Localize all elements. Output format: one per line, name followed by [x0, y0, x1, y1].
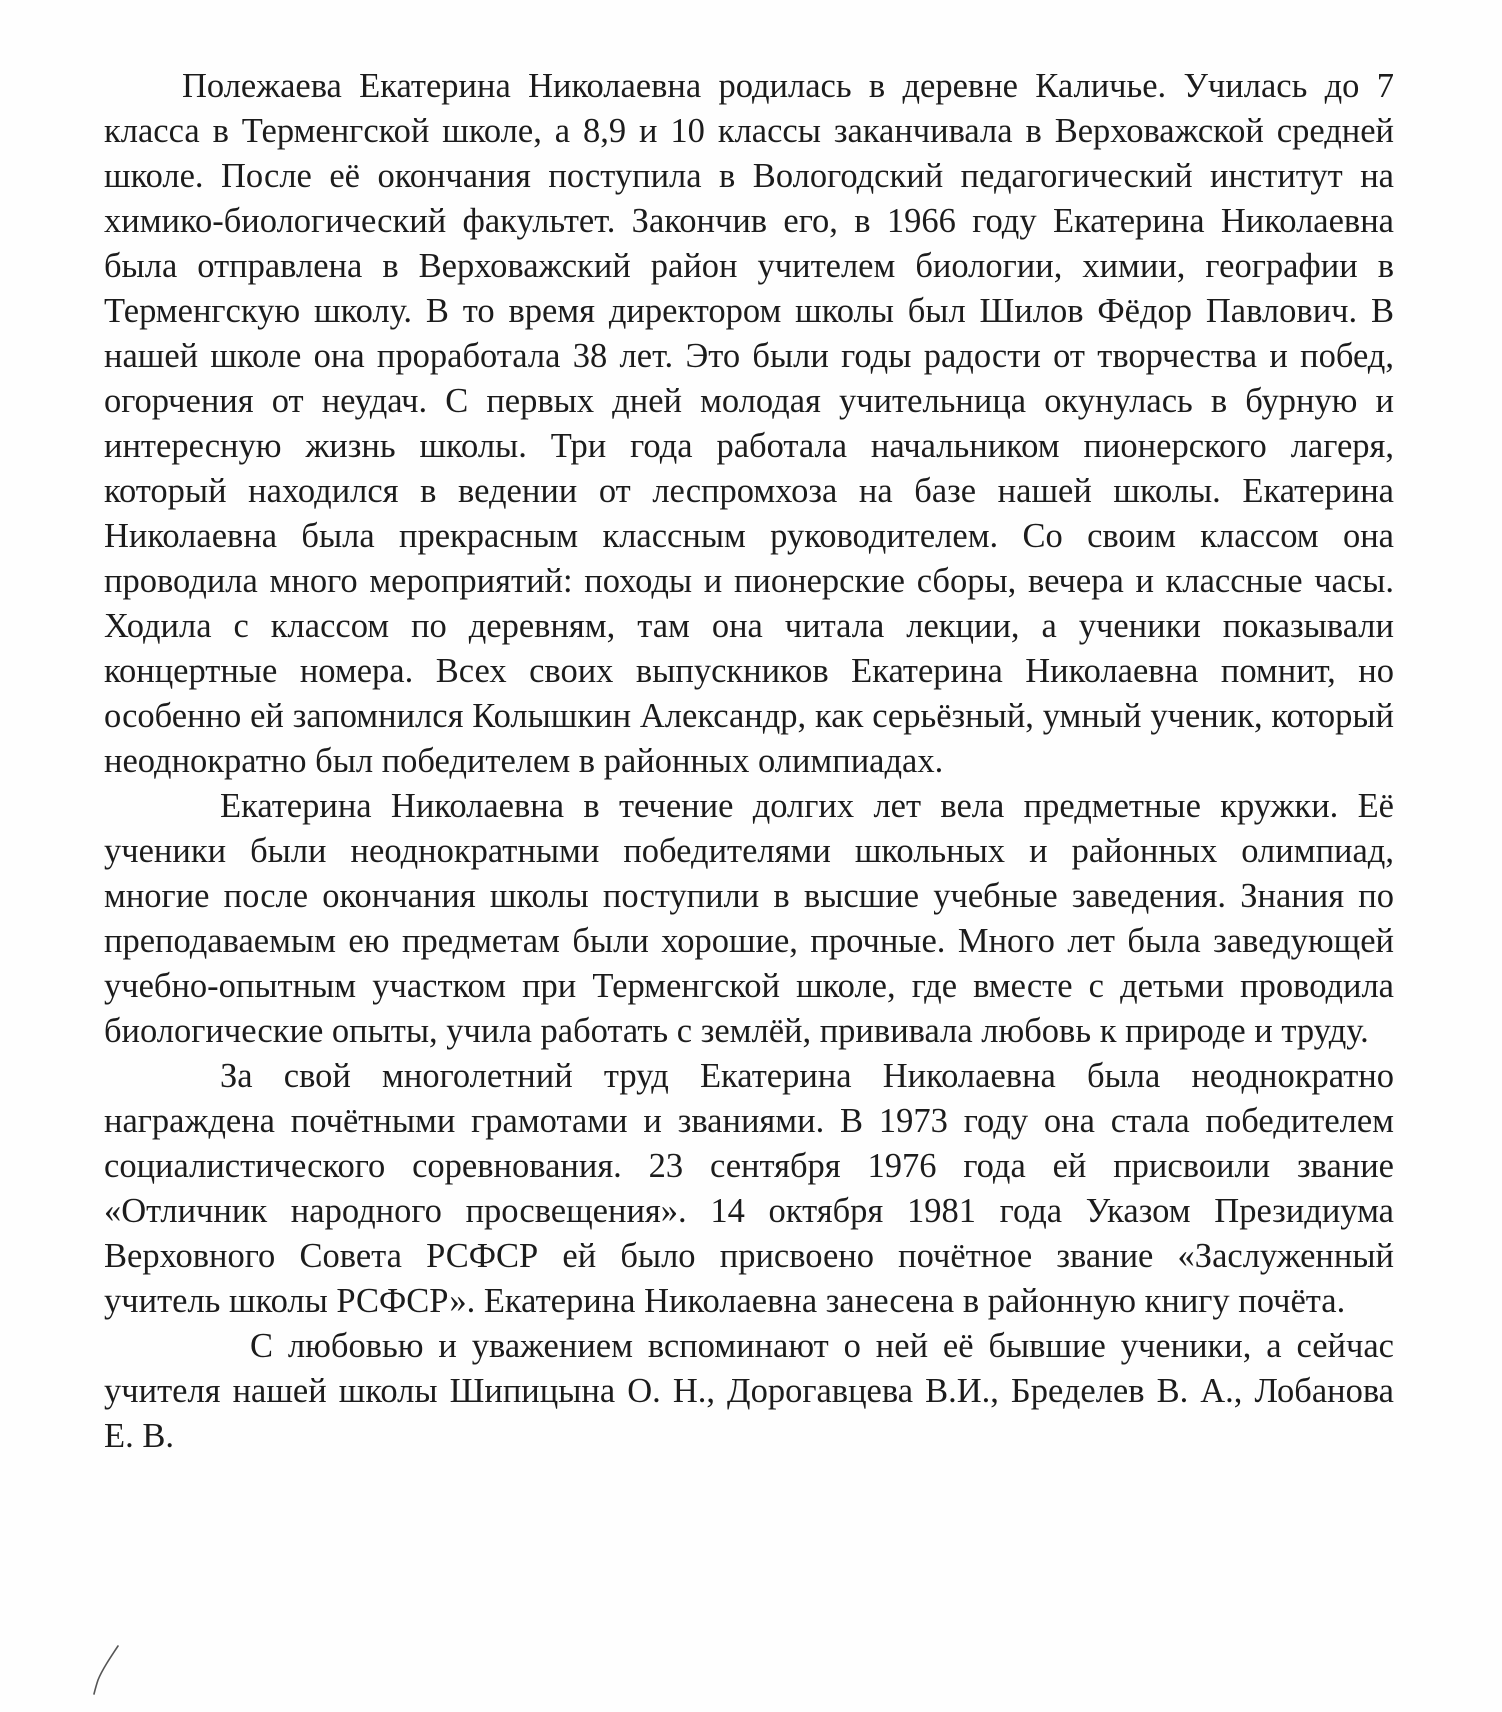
- paragraph-biography: Полежаева Екатерина Николаевна родилась в деревне Каличье. Училась до 7 класса в Терменгской школе, а 8,9 и 10 классы заканчивала в Верховажской средней школе. После её окончания поступила в Вологодский педагогический институт на химико-биологический факультет. Закончив его, в 1966 году Екатерина Николаевна была отправлена в Верховажский район учителем биологии, химии, географии в Терменгскую школу. В то время директором школы был Шилов Фёдор Павлович. В нашей школе она проработала 38 лет. Это были годы радости от творчества и побед, огорчения от неудач. С первых дней молодая учительница окунулась в бурную и интересную жизнь школы. Три года работала начальником пионерского лагеря, который находился в ведении от леспромхоза на базе нашей школы. Екатерина Николаевна была прекрасным классным руководителем. Со своим классом она проводила много мероприятий: походы и пионерские сборы, вечера и классные часы. Ходила с классом по деревням, там она читала лекции, а ученики показывали концертные номера. Всех своих выпускников Екатерина Николаевна помнит, но особенно ей запомнился Колышкин Александр, как серьёзный, умный ученик, который неоднократно был победителем в районных олимпиадах.: [104, 67, 1394, 780]
- document-body: [104, 64, 1394, 1459]
- paragraph-memories: С любовью и уважением вспоминают о ней её бывшие ученики, а сейчас учителя нашей школы Шипицына О. Н., Дорогавцева В.И., Бределев В. А., Лобанова Е. В.: [104, 1327, 1394, 1455]
- paragraph-clubs: Екатерина Николаевна в течение долгих лет вела предметные кружки. Её ученики были неоднократными победителями школьных и районных олимпиад, многие после окончания школы поступили в высшие учебные заведения. Знания по преподаваемым ею предметам были хорошие, прочные. Много лет была заведующей учебно-опытным участком при Терменгской школе, где вместе с детьми проводила биологические опыты, учила работать с землёй, прививала любовь к природе и труду.: [104, 787, 1394, 1050]
- paragraph-awards: За свой многолетний труд Екатерина Николаевна была неоднократно награждена почётными грамотами и званиями. В 1973 году она стала победителем социалистического соревнования. 23 сентября 1976 года ей присвоили звание «Отличник народного просвещения». 14 октября 1981 года Указом Президиума Верховного Совета РСФСР ей было присвоено почётное звание «Заслуженный учитель школы РСФСР». Екатерина Николаевна занесена в районную книгу почёта.: [104, 1057, 1394, 1320]
- pen-stroke-mark: [92, 1644, 122, 1696]
